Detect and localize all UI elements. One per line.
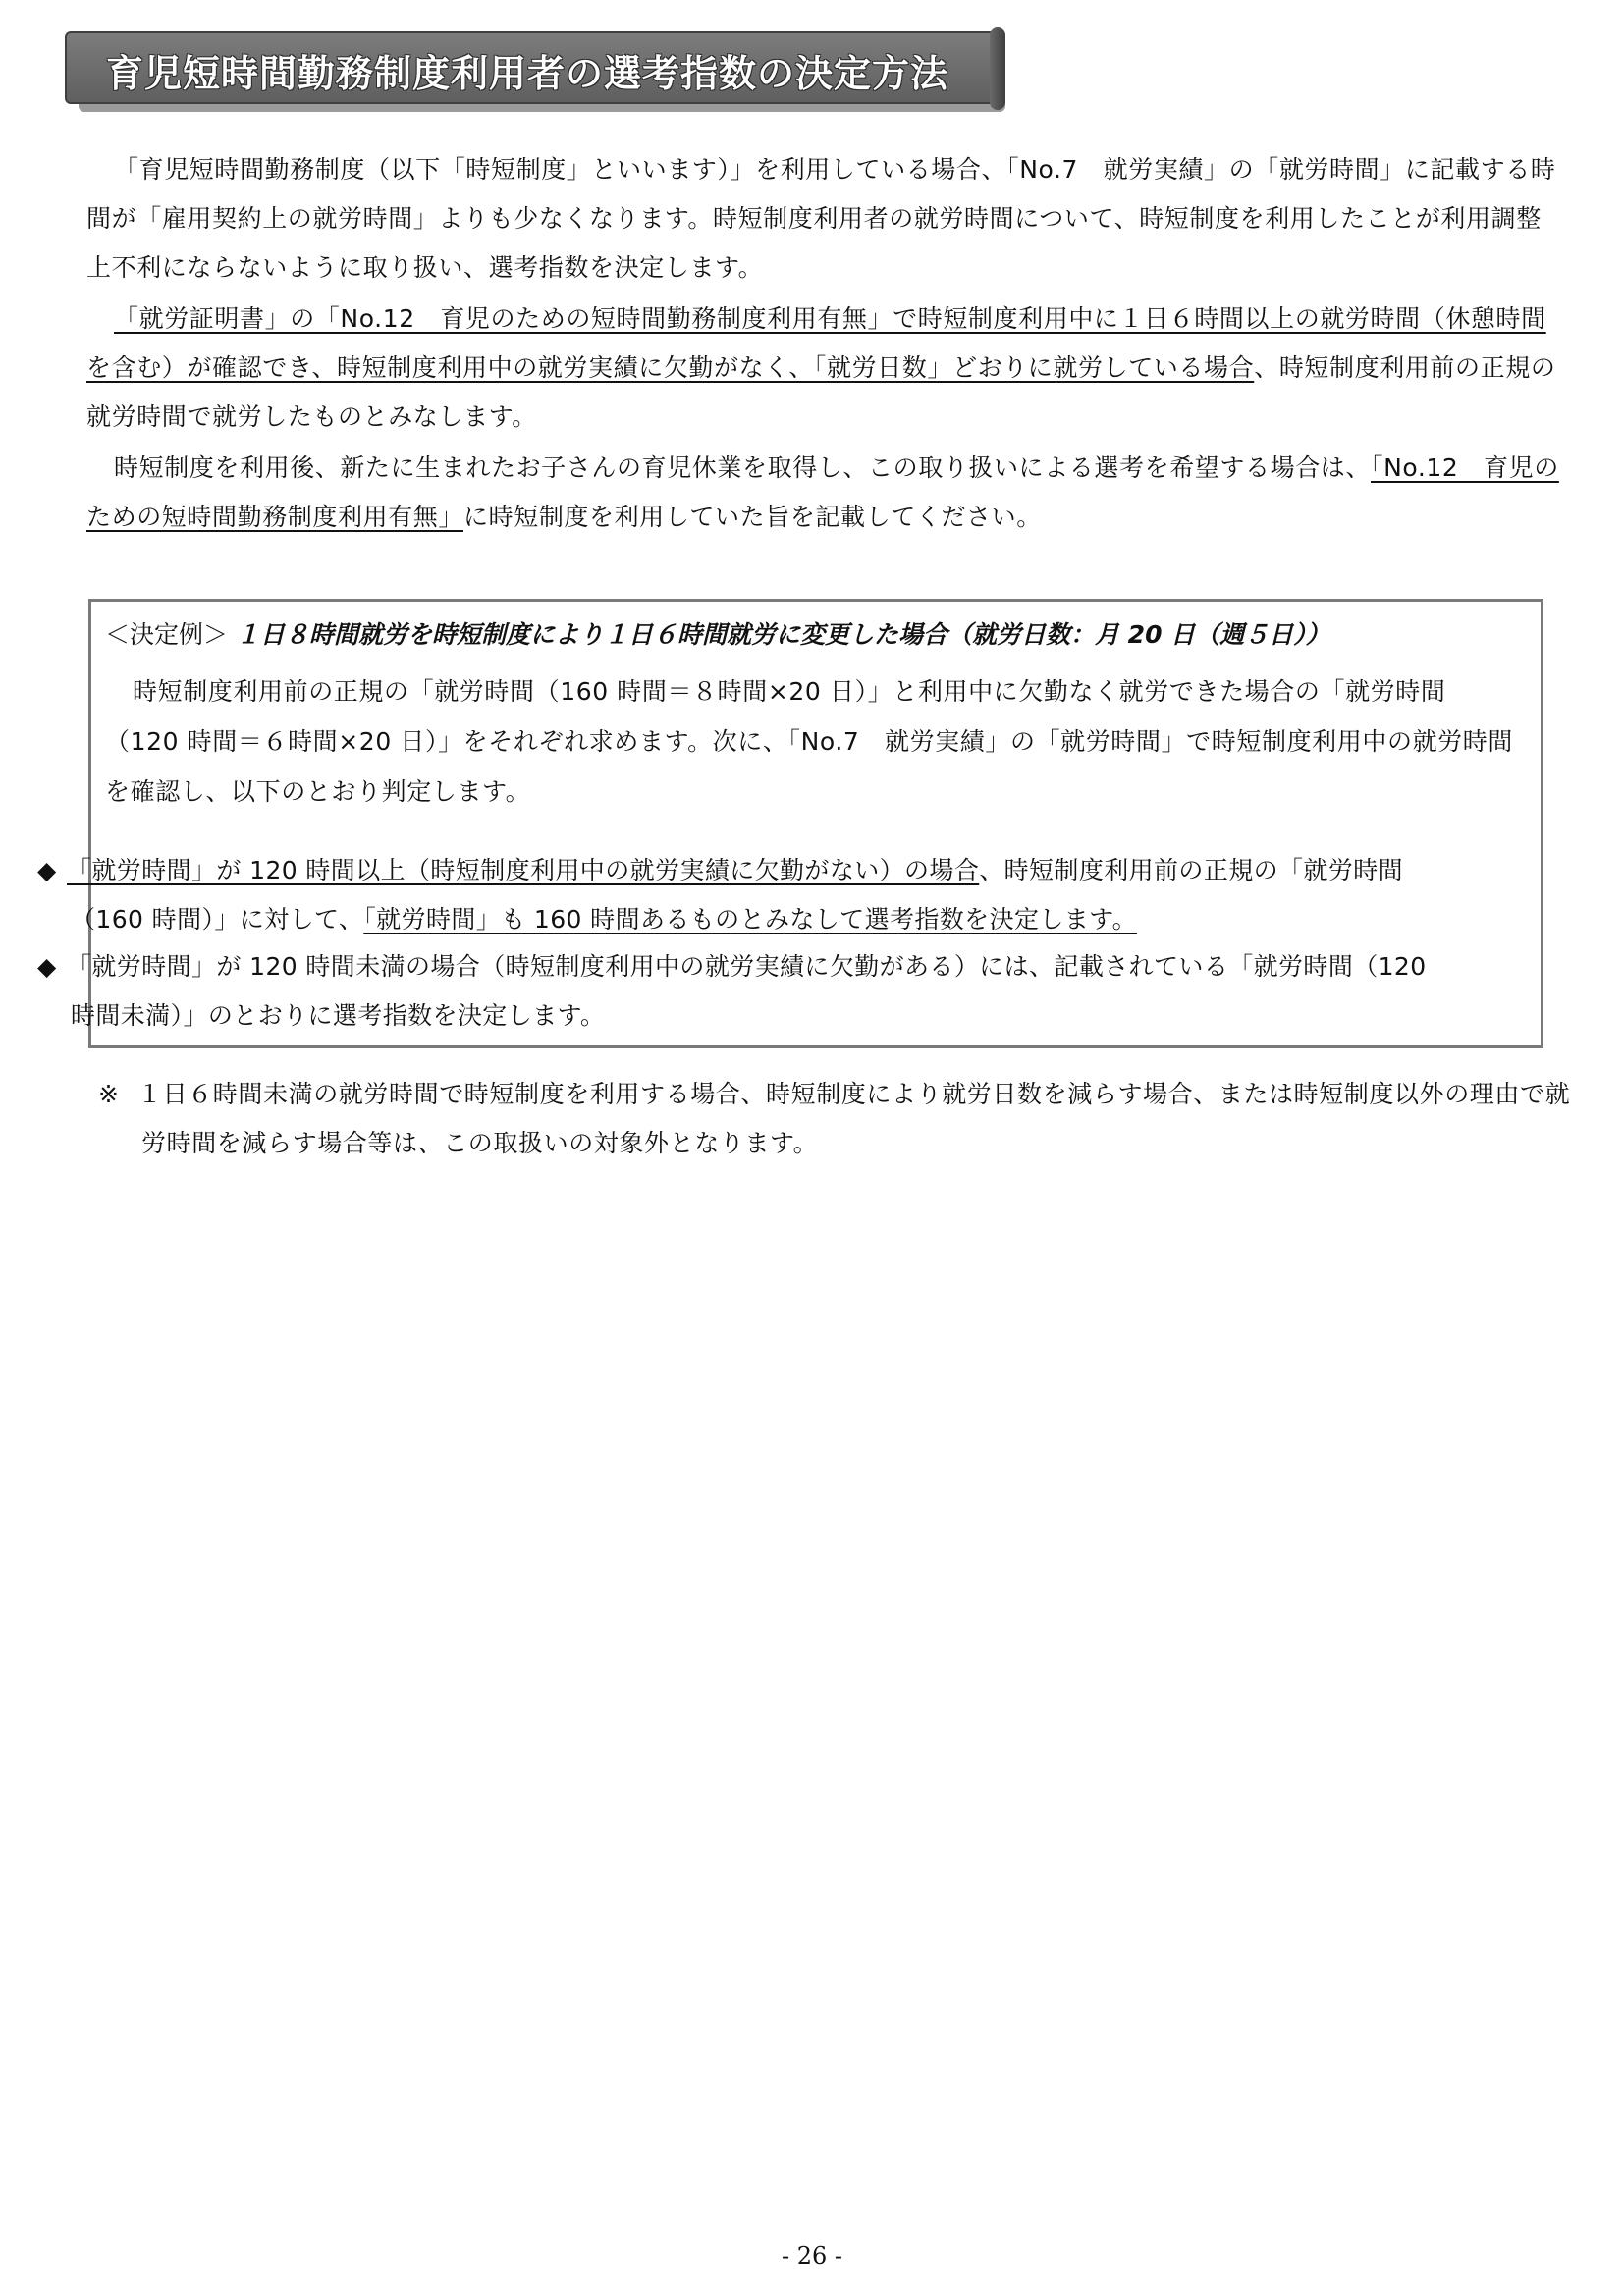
footnote-text: １日６時間未満の就労時間で時短制度を利用する場合、時短制度により就労日数を減らす場合、または時短制度以外の理由で就労時間を減らす場合等は、この取扱いの対象外となります。 <box>137 1080 1571 1157</box>
paragraph-condition <box>86 294 1559 442</box>
bullet-1-underlined-2: 「就労時間」も 160 時間あるものとみなして選考指数を決定します。 <box>363 905 1137 934</box>
leave-underlined: 「No.12 育児のための短時間勤務制度利用有無」 <box>86 454 1559 531</box>
bullet-2-text: 「就労時間」が 120 時間未満の場合（時短制度利用中の就労実績に欠勤がある）には、記載されている「就労時間（120 時間未満）」のとおりに選考指数を決定します。 <box>67 952 1427 1030</box>
page-number: - 26 - <box>781 2242 842 2269</box>
example-label: ＜決定例＞ <box>105 620 229 649</box>
example-heading <box>105 614 1330 657</box>
condition-underlined: 「就労証明書」の「No.12 育児のための短時間勤務制度利用有無」で時短制度利用中に１日６時間以上の就労時間（休憩時間を含む）が確認でき、時短制度利用中の就労実績に欠勤がなく、「就労日数」どおりに就労している場合 <box>86 304 1546 382</box>
bullet-1-text: 、時短制度利用前の正規の「就労時間（160 時間）」に対して、 <box>71 856 1404 934</box>
reference-mark-icon: ※ <box>98 1080 120 1108</box>
diamond-bullet-icon: ◆ <box>37 856 57 884</box>
example-bullet-2 <box>37 942 1445 1041</box>
diamond-bullet-icon: ◆ <box>37 952 57 981</box>
footnote <box>98 1070 1595 1168</box>
page-title: 育児短時間勤務制度利用者の選考指数の決定方法 <box>106 52 949 95</box>
paragraph-intro: 「育児短時間勤務制度（以下「時短制度」といいます）」を利用している場合、「No.7 就労実績」の「就労時間」に記載する時間が「雇用契約上の就労時間」よりも少なくなります。時短制度利用者の就労時間について、時短制度を利用したことが利用調整上不利にならないように取り扱い、選考指数を決定します。 <box>86 155 1556 282</box>
example-bullet-1 <box>37 846 1445 944</box>
example-body: 時短制度利用前の正規の「就労時間（160 時間＝８時間×20 日）」と利用中に欠勤なく就労できた場合の「就労時間（120 時間＝６時間×20 日）」をそれぞれ求めます。次に、「No.7 就労実績」の「就労時間」で時短制度利用中の就労時間を確認し、以下のとおり判定します。 <box>105 677 1513 806</box>
title-banner <box>65 31 996 104</box>
leave-lead: 時短制度を利用後、新たに生まれたお子さんの育児休業を取得し、この取り扱いによる選考を希望する場合は、 <box>114 454 1372 482</box>
bullet-1-underlined-1: 「就労時間」が 120 時間以上（時短制度利用中の就労実績に欠勤がない）の場合 <box>67 856 980 884</box>
paragraph-subsequent-leave <box>86 444 1559 542</box>
banner-curl <box>990 27 1005 110</box>
condition-rest: 、時短制度利用前の正規の就労時間で就労したものとみなします。 <box>86 353 1556 431</box>
leave-rest: に時短制度を利用していた旨を記載してください。 <box>463 503 1042 531</box>
example-title: １日８時間就労を時短制度により１日６時間就労に変更した場合（就労日数：月 20 日（週５日）） <box>235 620 1330 649</box>
